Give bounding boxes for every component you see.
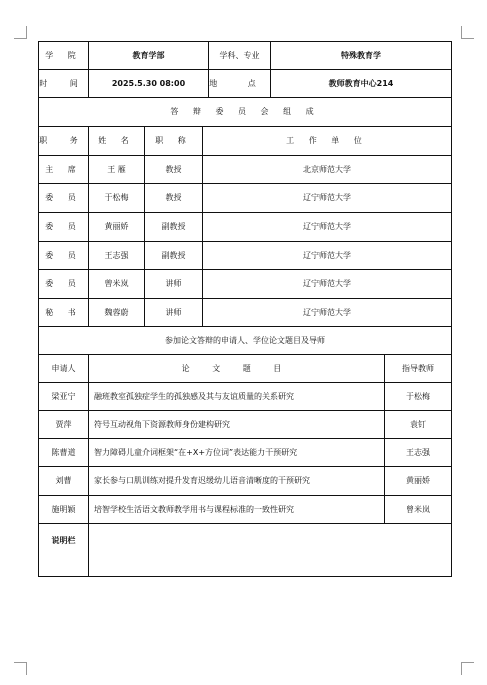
time-label: 时 间	[38, 69, 88, 97]
thesis-topic: 融班教室孤独症学生的孤独感及其与友谊质量的关系研究	[88, 382, 384, 410]
member-unit: 辽宁师范大学	[202, 269, 452, 298]
thesis-topic: 家长参与口肌训练对提升发育迟缓幼儿语音清晰度的干预研究	[88, 466, 384, 495]
applicant-name: 梁亚宁	[38, 382, 88, 410]
member-name: 曾米岚	[88, 269, 144, 298]
theses-header-applicant: 申请人	[38, 354, 88, 382]
advisor-name: 于松梅	[384, 382, 452, 410]
member-role: 委 员	[38, 269, 88, 298]
notes-content[interactable]	[88, 523, 452, 577]
corner-mark-bottom-right	[461, 662, 474, 675]
advisor-name: 王志强	[384, 438, 452, 466]
theses-header-advisor: 指导教师	[384, 354, 452, 382]
committee-header-rank: 职 称	[144, 126, 202, 155]
member-rank: 讲师	[144, 298, 202, 326]
applicant-name: 施明颖	[38, 495, 88, 523]
advisor-name: 袁钉	[384, 410, 452, 438]
major-value: 特殊教育学	[270, 41, 452, 69]
member-unit: 辽宁师范大学	[202, 298, 452, 326]
applicant-name: 刘曹	[38, 466, 88, 495]
major-label: 学科、专业	[208, 41, 270, 69]
place-label: 地 点	[208, 69, 270, 97]
applicant-name: 贾萍	[38, 410, 88, 438]
member-role: 主 席	[38, 155, 88, 183]
member-role: 秘 书	[38, 298, 88, 326]
corner-mark-bottom-left	[14, 662, 27, 675]
member-unit: 辽宁师范大学	[202, 212, 452, 241]
member-unit: 辽宁师范大学	[202, 183, 452, 212]
member-name: 黄丽娇	[88, 212, 144, 241]
place-value: 教师教育中心214	[270, 69, 452, 97]
defense-form-table	[38, 41, 452, 577]
applicant-name: 陈曹道	[38, 438, 88, 466]
committee-header-unit: 工 作 单 位	[202, 126, 452, 155]
corner-mark-top-right	[461, 26, 474, 39]
member-role: 委 员	[38, 241, 88, 269]
member-rank: 副教授	[144, 212, 202, 241]
member-rank: 讲师	[144, 269, 202, 298]
committee-header-role: 职 务	[38, 126, 88, 155]
committee-title: 答 辩 委 员 会 组 成	[38, 97, 452, 126]
theses-title: 参加论文答辩的申请人、学位论文题目及导师	[38, 326, 452, 354]
member-role: 委 员	[38, 212, 88, 241]
committee-header-name: 姓 名	[88, 126, 144, 155]
member-unit: 辽宁师范大学	[202, 241, 452, 269]
advisor-name: 黄丽娇	[384, 466, 452, 495]
notes-label: 说明栏	[38, 523, 88, 577]
thesis-topic: 符号互动视角下资源教师身份建构研究	[88, 410, 384, 438]
thesis-topic: 培智学校生活语文教师教学用书与课程标准的一致性研究	[88, 495, 384, 523]
member-name: 魏蓉蔚	[88, 298, 144, 326]
member-rank: 教授	[144, 155, 202, 183]
time-value: 2025.5.30 08:00	[88, 69, 208, 97]
member-rank: 副教授	[144, 241, 202, 269]
advisor-name: 曾米岚	[384, 495, 452, 523]
member-name: 于松梅	[88, 183, 144, 212]
corner-mark-top-left	[14, 26, 27, 39]
college-value: 教育学部	[88, 41, 208, 69]
member-rank: 教授	[144, 183, 202, 212]
member-role: 委 员	[38, 183, 88, 212]
member-unit: 北京师范大学	[202, 155, 452, 183]
member-name: 王 雁	[88, 155, 144, 183]
thesis-topic: 智力障碍儿童介词框架“在+X+方位词”表达能力干预研究	[88, 438, 384, 466]
theses-header-topic: 论 文 题 目	[88, 354, 384, 382]
member-name: 王志强	[88, 241, 144, 269]
college-label: 学 院	[38, 41, 88, 69]
